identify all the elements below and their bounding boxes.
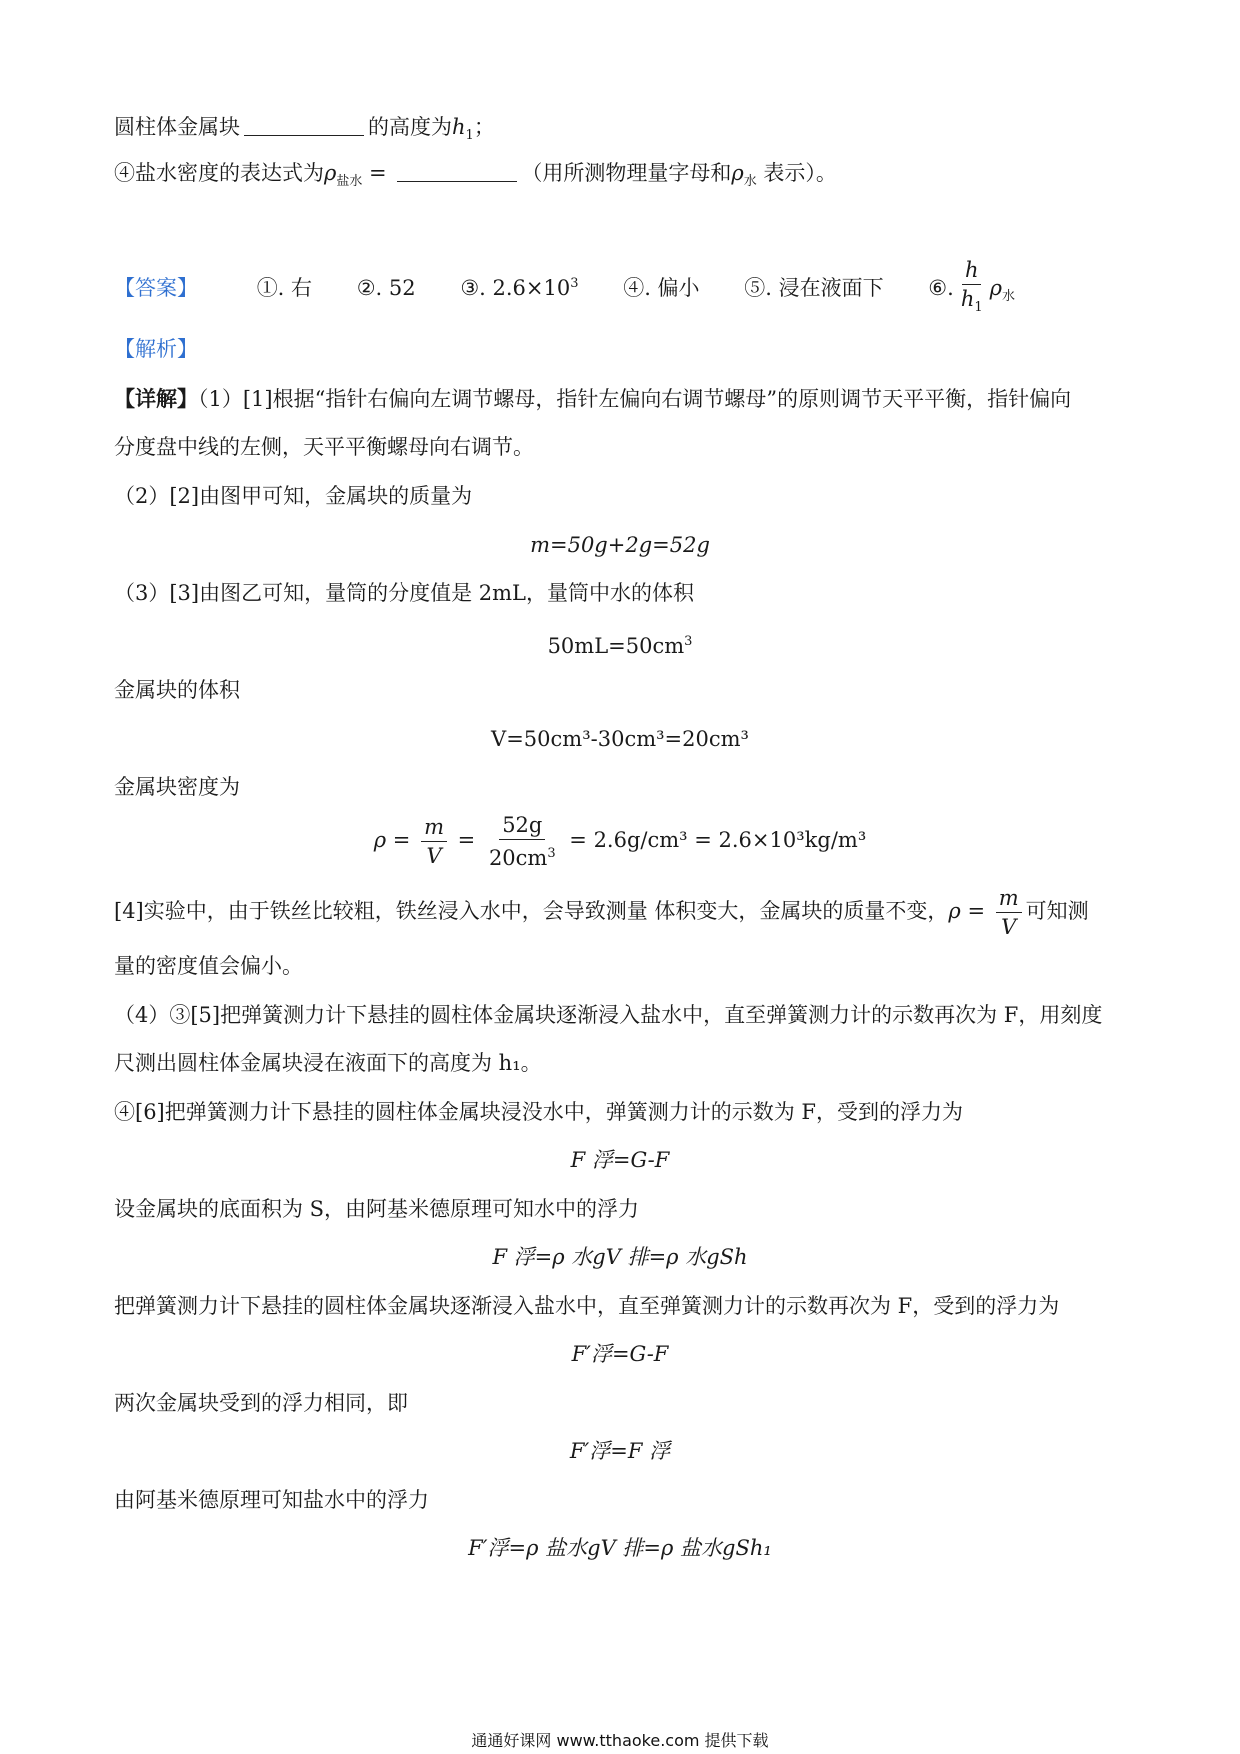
answer-item-3-sup: 3 <box>570 275 579 291</box>
detail-p10: 把弹簧测力计下悬挂的圆柱体金属块逐渐浸入盐水中，直至弹簧测力计的示数再次为 F，受到的浮力为 <box>114 1294 1060 1318</box>
detail-p12: 由阿基米德原理可知盐水中的浮力 <box>114 1488 429 1512</box>
q2-eq: = <box>362 161 394 185</box>
detail-p6a-text: [4]实验中，由于铁丝比较粗，铁丝浸入水中，会导致测量 体积变大，金属块的质量不变， <box>114 899 949 923</box>
eq-water-volume <box>0 627 1240 661</box>
q1-end: ； <box>473 115 495 139</box>
eq-buoyancy-5: F′浮=ρ 盐水gV 排=ρ 盐水gSh₁ <box>468 1536 772 1560</box>
eq-density-frac2-den-sup: 3 <box>547 846 556 861</box>
eq-density-frac2-den <box>486 840 559 872</box>
q2-rho: ρ <box>324 161 337 185</box>
answer-item-3-text: ③. 2.6×10 <box>460 275 571 300</box>
detail-label: 【详解】 <box>114 386 198 411</box>
detail-p4: 金属块的体积 <box>114 678 240 702</box>
q1-var: h <box>452 115 466 139</box>
analysis-label: 【解析】 <box>114 337 198 361</box>
answer-item-6-frac <box>958 256 986 322</box>
answer-item-4: ④. 偏小 <box>623 275 700 300</box>
eq-density-rest: = 2.6g/cm³ = 2.6×10³kg/m³ <box>562 828 867 852</box>
eq-density-lhs: ρ = <box>373 828 418 852</box>
eq-density-frac2-den-text: 20cm <box>488 846 548 870</box>
eq-density-frac1-den: V <box>426 844 442 868</box>
detail-p6b: 量的密度值会偏小。 <box>114 954 303 978</box>
detail-p7b: 尺测出圆柱体金属块浸在液面下的高度为 h₁。 <box>114 1051 542 1075</box>
answer-item-6 <box>928 258 1015 316</box>
q1-prefix: 圆柱体金属块 <box>114 115 240 139</box>
answer-label: 【答案】 <box>114 275 198 300</box>
question-line-1 <box>114 112 495 151</box>
answer-blank-1[interactable] <box>244 115 364 136</box>
eq-mass: m=50g+2g=52g <box>530 533 710 557</box>
q2-rho2: ρ <box>731 161 744 185</box>
p6-end: 可知测 <box>1025 899 1089 923</box>
detail-p7a: （4）③[5]把弹簧测力计下悬挂的圆柱体金属块逐渐浸入盐水中，直至弹簧测力计的示数再次为 F，用刻度 <box>114 1003 1103 1027</box>
answer-6-den-sub: 1 <box>974 300 983 316</box>
answer-item-1: ①. 右 <box>256 275 313 300</box>
detail-p2: （2）[2]由图甲可知，金属块的质量为 <box>114 484 473 508</box>
p6-frac-num: m <box>996 884 1022 913</box>
q1-suffix: 的高度为 <box>368 115 452 139</box>
eq-water-volume-sup: 3 <box>684 634 693 649</box>
answer-item-3 <box>460 264 578 308</box>
q2-paren-a: （用所测物理量字母和 <box>521 161 732 185</box>
eq-density-frac2-num: 52g <box>499 811 545 840</box>
detail-p5: 金属块密度为 <box>114 775 240 799</box>
answer-line <box>114 256 1015 322</box>
answer-6-num: h <box>962 256 982 285</box>
eq-buoyancy-4: F′浮=F 浮 <box>569 1439 671 1463</box>
eq-volume: V=50cm³-30cm³=20cm³ <box>491 727 749 751</box>
answer-6-den <box>958 285 986 322</box>
q2-paren-b: 表示）。 <box>756 161 837 185</box>
answer-6-rho-sub: 水 <box>1001 288 1015 304</box>
p6-frac <box>996 884 1022 941</box>
answer-blank-2[interactable] <box>397 161 517 182</box>
eq-buoyancy-1: F 浮=G-F <box>570 1148 670 1172</box>
detail-p6a <box>114 884 1089 941</box>
detail-p11: 两次金属块受到的浮力相同，即 <box>114 1391 408 1415</box>
q2-prefix: ④盐水密度的表达式为 <box>114 161 324 185</box>
eq-buoyancy-2: F 浮=ρ 水gV 排=ρ 水gSh <box>492 1245 748 1269</box>
answer-item-5: ⑤. 浸在液面下 <box>744 275 884 300</box>
eq-density-frac1 <box>421 813 447 870</box>
detail-p1a <box>114 384 1071 414</box>
detail-p3: （3）[3]由图乙可知，量筒的分度值是 2mL，量筒中水的体积 <box>114 581 694 605</box>
answer-6-rho: ρ <box>989 275 1002 300</box>
p6-frac-den: V <box>1001 915 1017 939</box>
detail-p9: 设金属块的底面积为 S，由阿基米德原理可知水中的浮力 <box>114 1197 640 1221</box>
eq-density-frac2 <box>486 811 559 872</box>
q1-var-sub: 1 <box>465 128 474 144</box>
footer-source[interactable]: 通通好课网 www.tthaoke.com 提供下载 <box>471 1731 769 1750</box>
detail-p8: ④[6]把弹簧测力计下悬挂的圆柱体金属块浸没水中，弹簧测力计的示数为 F，受到的浮力为 <box>114 1100 963 1124</box>
answer-item-6-label: ⑥. <box>928 275 954 300</box>
q2-rho2-sub: 水 <box>743 174 757 190</box>
detail-p1a-text: （1）[1]根据“指针右偏向左调节螺母，指针左偏向右调节螺母”的原则调节天平平衡，指针偏向 <box>198 387 1072 411</box>
p6-rho: ρ = <box>948 899 992 923</box>
question-line-2 <box>114 158 837 197</box>
eq-water-volume-text: 50mL=50cm <box>547 634 685 658</box>
q2-rho-sub: 盐水 <box>336 174 363 190</box>
eq-buoyancy-3: F′浮=G-F <box>571 1342 669 1366</box>
eq-density: ρ = $\frac{m}{V}$ = $\frac{52g}{20cm^3}$ = 2.6g/cm³ = 2.6×10³kg/m³ <box>373 813 867 870</box>
detail-p1b: 分度盘中线的左侧，天平平衡螺母向右调节。 <box>114 435 534 459</box>
answer-6-den-var: h <box>960 287 975 311</box>
answer-item-2: ②. 52 <box>356 275 416 300</box>
eq-density-frac1-num: m <box>421 813 447 842</box>
